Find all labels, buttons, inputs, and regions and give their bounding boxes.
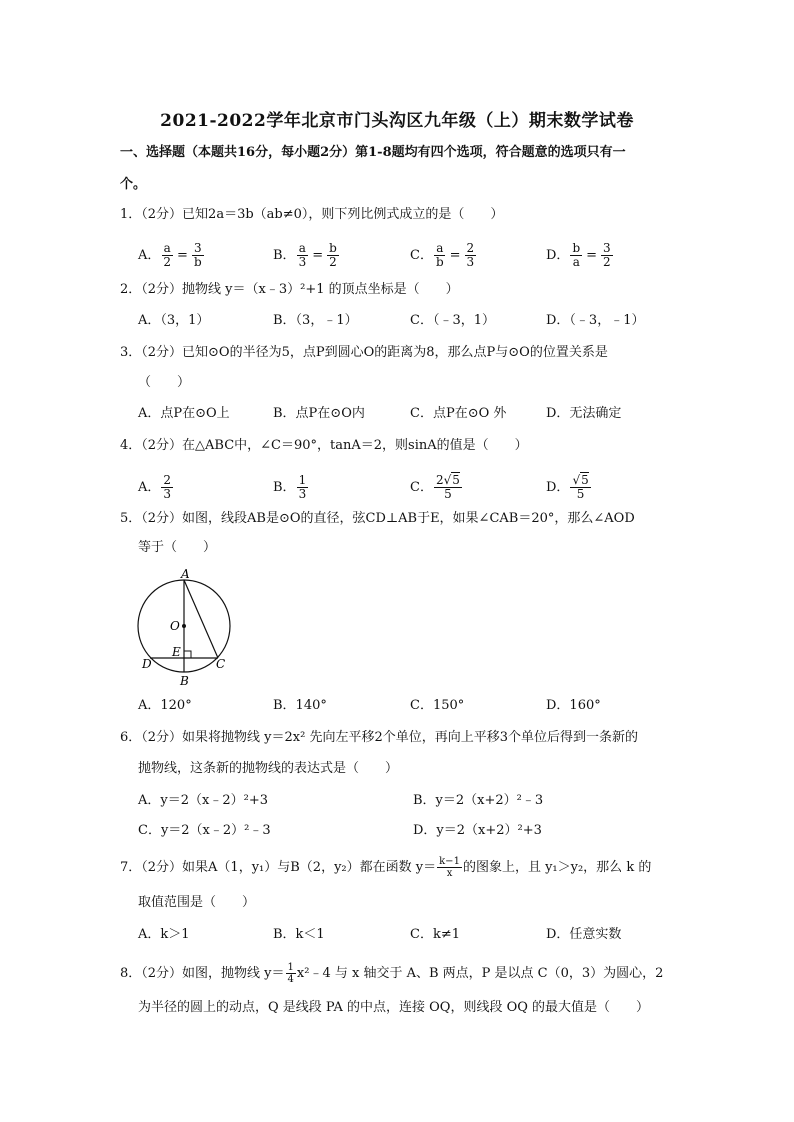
segment-ac bbox=[184, 580, 218, 658]
q8-frac-numerator: 1 bbox=[287, 962, 294, 973]
answer-fraction bbox=[570, 474, 590, 501]
equals-sign: = bbox=[177, 248, 188, 263]
answer-fraction bbox=[297, 474, 309, 501]
q3-option-c: C．点P在⊙O 外 bbox=[410, 406, 507, 421]
rhs-fraction bbox=[465, 242, 477, 269]
q7-option-c: C．k≠1 bbox=[410, 927, 460, 942]
q5-circle-figure bbox=[136, 568, 236, 688]
q1-option-c bbox=[410, 242, 477, 269]
q7-option-a: A．k＞1 bbox=[138, 927, 190, 942]
q4-option-b bbox=[273, 474, 309, 501]
denominator: 5 bbox=[444, 487, 452, 501]
rhs-numerator: 3 bbox=[193, 241, 202, 255]
rhs-denominator: b bbox=[193, 255, 202, 269]
q2-option-d: D．（﹣3，﹣1） bbox=[546, 313, 645, 328]
q5-stem-line1: 5．（2分）如图，线段AB是⊙O的直径，弦CD⊥AB于E，如果∠CAB＝20°，那么∠AOD bbox=[120, 511, 635, 526]
section-heading-line2: 个。 bbox=[120, 177, 147, 192]
rhs-numerator: 3 bbox=[603, 241, 611, 255]
label-d: D bbox=[142, 657, 152, 671]
option-label: B． bbox=[273, 480, 296, 495]
answer-fraction bbox=[434, 474, 462, 501]
q1-stem: 1．（2分）已知2a＝3b（ab≠0），则下列比例式成立的是（ ） bbox=[120, 207, 504, 222]
label-a: A bbox=[181, 568, 190, 581]
lhs-denominator: 2 bbox=[163, 255, 172, 269]
numerator bbox=[297, 474, 309, 488]
lhs-numerator: a bbox=[298, 241, 306, 255]
denominator: 3 bbox=[298, 487, 307, 501]
q1-option-d bbox=[546, 242, 614, 269]
q5-option-a: A．120° bbox=[138, 698, 192, 713]
q3-option-a: A．点P在⊙O上 bbox=[138, 406, 230, 421]
q4-option-a bbox=[138, 474, 174, 501]
q8-stem-part2: x²﹣4 与 x 轴交于 A、B 两点，P 是以点 C（0，3）为圆心，2 bbox=[296, 966, 664, 981]
option-label: C． bbox=[410, 480, 433, 495]
numerator bbox=[161, 474, 173, 488]
q8-fraction bbox=[286, 962, 296, 985]
rhs-fraction bbox=[192, 242, 204, 269]
q8-frac-denominator: 4 bbox=[287, 974, 294, 985]
q2-option-a: A．（3，1） bbox=[138, 313, 210, 328]
lhs-numerator: a bbox=[163, 241, 171, 255]
q7-stem-line2: 取值范围是（ ） bbox=[138, 895, 256, 910]
option-label: B． bbox=[273, 248, 296, 263]
numerator: √5 bbox=[572, 473, 589, 487]
numerator-value: 2 bbox=[163, 473, 172, 487]
option-label: A． bbox=[138, 248, 161, 263]
q2-option-c: C．（﹣3，1） bbox=[410, 313, 495, 328]
q5-stem-line2: 等于（ ） bbox=[138, 540, 217, 555]
q3-stem-line2: （ ） bbox=[138, 375, 191, 390]
q8-stem-line2: 为半径的圆上的动点，Q 是线段 PA 的中点，连接 OQ，则线段 OQ 的最大值是（ ） bbox=[138, 1000, 650, 1015]
q6-stem-line1: 6．（2分）如果将抛物线 y＝2x² 先向左平移2个单位，再向上平移3个单位后得到一条新的 bbox=[120, 730, 639, 745]
q7-option-b: B．k＜1 bbox=[273, 927, 325, 942]
q3-option-b: B．点P在⊙O内 bbox=[273, 406, 365, 421]
section-heading-line1: 一、选择题（本题共16分，每小题2分）第1-8题均有四个选项，符合题意的选项只有一 bbox=[120, 145, 626, 160]
numerator: 2√5 bbox=[435, 473, 460, 487]
q5-option-b: B．140° bbox=[273, 698, 327, 713]
option-label: D． bbox=[546, 480, 570, 495]
rhs-denominator: 2 bbox=[329, 255, 337, 269]
q8-stem-line1 bbox=[120, 962, 663, 985]
equals-sign: = bbox=[449, 248, 461, 263]
numerator-value: 1 bbox=[298, 473, 307, 487]
q7-stem-line1 bbox=[120, 856, 651, 879]
radicand: 5 bbox=[452, 473, 460, 487]
lhs-denominator: a bbox=[572, 255, 580, 269]
equals-sign: = bbox=[586, 248, 598, 263]
q4-stem: 4．（2分）在△ABC中，∠C＝90°，tanA＝2，则sinA的值是（ ） bbox=[120, 438, 528, 453]
q7-frac-numerator: k−1 bbox=[439, 856, 460, 867]
denominator: 3 bbox=[163, 487, 172, 501]
q2-stem: 2．（2分）抛物线 y＝（x﹣3）²+1 的顶点坐标是（ ） bbox=[120, 282, 459, 297]
rhs-denominator: 2 bbox=[603, 255, 611, 269]
q5-option-d: D．160° bbox=[546, 698, 601, 713]
option-label: C． bbox=[410, 248, 433, 263]
option-label: D． bbox=[546, 248, 570, 263]
q7-stem-part1: 7．（2分）如果A（1，y₁）与B（2，y₂）都在函数 y＝ bbox=[120, 860, 437, 875]
q7-option-d: D．任意实数 bbox=[546, 927, 622, 942]
q6-option-d: D．y＝2（x+2）²+3 bbox=[413, 823, 542, 838]
q6-option-b: B．y＝2（x+2）²﹣3 bbox=[413, 793, 544, 808]
q6-option-c: C．y＝2（x﹣2）²﹣3 bbox=[138, 823, 271, 838]
q6-stem-line2: 抛物线，这条新的抛物线的表达式是（ ） bbox=[138, 761, 399, 776]
q8-stem-part1: 8．（2分）如图，抛物线 y＝ bbox=[120, 966, 285, 981]
lhs-denominator: 3 bbox=[298, 255, 307, 269]
page-title: 2021-2022学年北京市门头沟区九年级（上）期末数学试卷 bbox=[160, 111, 634, 131]
right-angle-mark bbox=[184, 651, 191, 658]
lhs-numerator: a bbox=[436, 241, 444, 255]
label-b: B bbox=[180, 674, 189, 688]
label-e: E bbox=[172, 645, 181, 659]
lhs-numerator: b bbox=[572, 241, 581, 255]
answer-fraction bbox=[161, 474, 173, 501]
label-c: C bbox=[216, 657, 226, 671]
q1-option-b bbox=[273, 242, 340, 269]
q7-stem-part2: 的图象上，且 y₁＞y₂，那么 k 的 bbox=[462, 860, 652, 875]
lhs-fraction bbox=[161, 242, 173, 269]
rhs-fraction bbox=[601, 242, 613, 269]
rhs-denominator: 3 bbox=[466, 255, 475, 269]
lhs-fraction bbox=[570, 242, 582, 269]
rhs-numerator: b bbox=[329, 241, 337, 255]
q7-frac-denominator: x bbox=[446, 868, 453, 879]
q3-option-d: D．无法确定 bbox=[546, 406, 622, 421]
q3-stem-line1: 3．（2分）已知⊙O的半径为5，点P到圆心O的距离为8，那么点P与⊙O的位置关系是 bbox=[120, 345, 608, 360]
q2-option-b: B．（3，﹣1） bbox=[273, 313, 358, 328]
option-label: A． bbox=[138, 480, 161, 495]
q4-option-c bbox=[410, 474, 463, 501]
q5-option-c: C．150° bbox=[410, 698, 465, 713]
radicand: 5 bbox=[581, 473, 589, 487]
coefficient: 2 bbox=[435, 473, 444, 487]
lhs-fraction bbox=[297, 242, 309, 269]
q7-fraction bbox=[437, 856, 462, 879]
q6-option-a: A．y＝2（x﹣2）²+3 bbox=[138, 793, 268, 808]
rhs-numerator: 2 bbox=[466, 241, 475, 255]
equals-sign: = bbox=[312, 248, 324, 263]
rhs-fraction bbox=[327, 242, 339, 269]
center-point bbox=[182, 624, 186, 628]
q1-option-a bbox=[138, 242, 205, 269]
lhs-denominator: b bbox=[435, 255, 444, 269]
q4-option-d bbox=[546, 474, 592, 501]
denominator: 5 bbox=[576, 487, 585, 501]
lhs-fraction bbox=[434, 242, 446, 269]
label-o: O bbox=[170, 619, 180, 633]
